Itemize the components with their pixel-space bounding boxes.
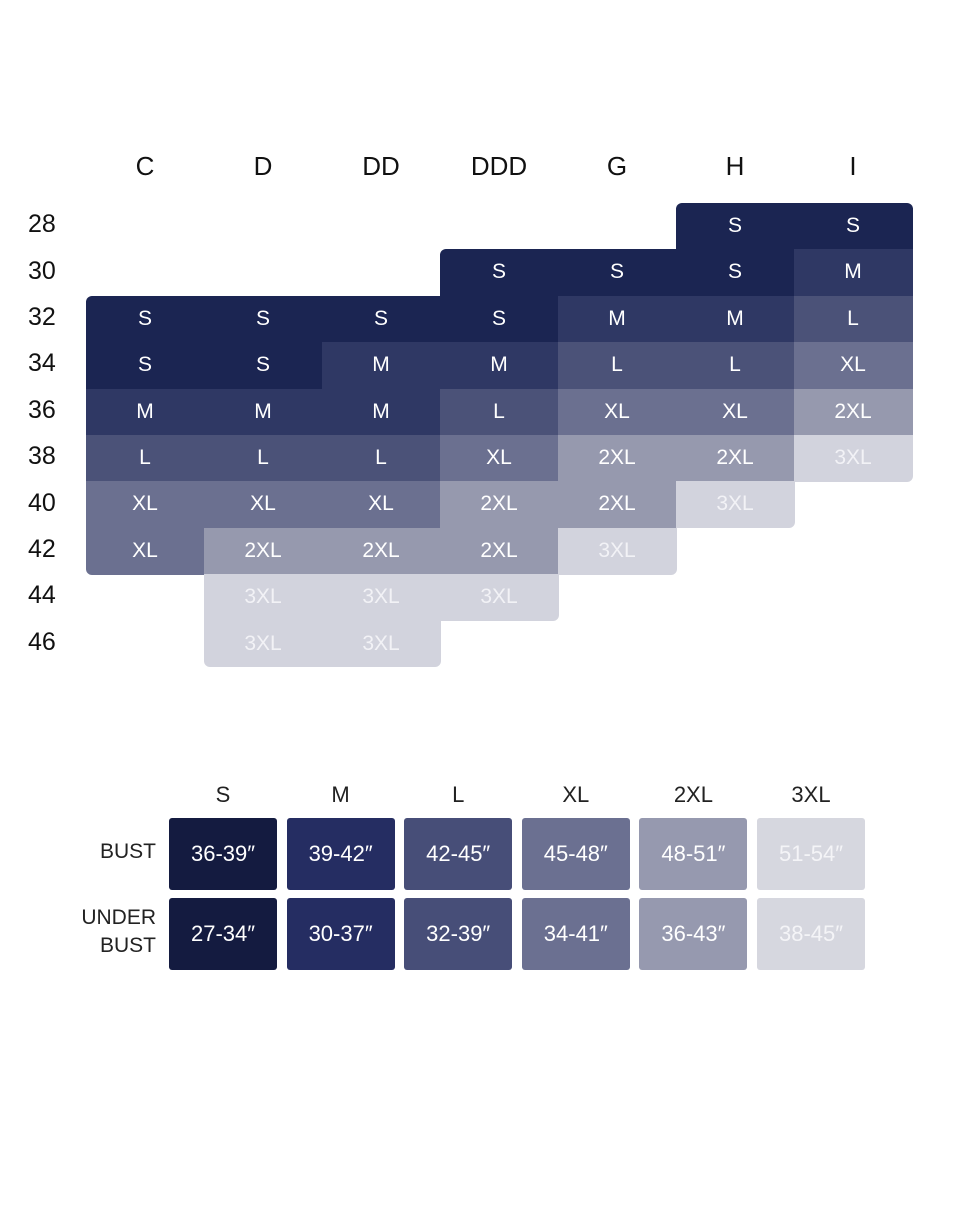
size-cell-label: L bbox=[611, 353, 623, 377]
size-cell-label: S bbox=[609, 260, 624, 284]
column-header: C bbox=[135, 151, 155, 181]
size-cell-label: 3XL bbox=[716, 492, 754, 516]
row-header: 40 bbox=[28, 488, 56, 517]
size-cell-label: M bbox=[254, 399, 272, 423]
measurement-row-header: UNDER BUST bbox=[81, 906, 156, 957]
row-header: 28 bbox=[28, 210, 56, 239]
measurement-value: 36-39″ bbox=[190, 841, 256, 866]
column-header: I bbox=[849, 151, 857, 181]
row-header: 46 bbox=[28, 627, 56, 656]
size-cell-label: L bbox=[375, 446, 387, 469]
size-cell-label: XL bbox=[486, 446, 512, 469]
size-cell-label: M bbox=[372, 399, 390, 423]
size-cell-label: L bbox=[729, 353, 741, 377]
size-cell-label: XL bbox=[840, 353, 866, 377]
size-cell-label: M bbox=[136, 399, 154, 423]
size-cell-label: L bbox=[257, 446, 269, 469]
measurement-value: 48-51″ bbox=[661, 841, 726, 866]
size-cell-label: S bbox=[491, 260, 506, 284]
size-cell-label: XL bbox=[132, 492, 158, 516]
size-cell-label: S bbox=[137, 353, 152, 377]
measurement-column-header: S bbox=[215, 782, 231, 807]
size-cell-label: 2XL bbox=[480, 492, 518, 516]
measurement-value: 38-45″ bbox=[778, 921, 844, 946]
size-cell-label: 2XL bbox=[598, 446, 636, 469]
measurement-value: 36-43″ bbox=[661, 921, 726, 946]
size-cell-label: M bbox=[490, 353, 508, 377]
size-cell-label: 3XL bbox=[362, 585, 400, 609]
column-header: H bbox=[725, 151, 745, 181]
column-header: D bbox=[253, 151, 273, 181]
size-cell-label: L bbox=[847, 306, 859, 330]
size-cell-label: 3XL bbox=[362, 631, 400, 655]
size-cell-label: 2XL bbox=[244, 538, 282, 562]
measurement-value: 51-54″ bbox=[778, 841, 844, 866]
size-cell-label: S bbox=[137, 306, 152, 330]
size-cell-label: 2XL bbox=[480, 538, 518, 562]
size-cell-label: 2XL bbox=[598, 492, 636, 516]
size-cell-label: XL bbox=[368, 492, 394, 516]
size-cell-label: L bbox=[493, 399, 505, 423]
measurement-value: 42-45″ bbox=[426, 841, 491, 866]
column-header: DDD bbox=[470, 151, 528, 181]
size-cell-label: XL bbox=[604, 399, 630, 423]
size-cell-label: 3XL bbox=[834, 446, 872, 469]
measurement-column-header: 3XL bbox=[791, 782, 831, 807]
column-header: DD bbox=[362, 151, 400, 181]
measurement-value: 45-48″ bbox=[543, 841, 608, 866]
size-cell-label: 2XL bbox=[834, 399, 872, 423]
size-cell-label: 2XL bbox=[716, 446, 754, 469]
size-cell-label: XL bbox=[132, 538, 158, 562]
row-header: 32 bbox=[28, 303, 56, 331]
size-cell-label: S bbox=[255, 306, 270, 330]
size-cell-label: S bbox=[845, 214, 860, 237]
size-cell-label: M bbox=[372, 353, 390, 377]
size-cell-label: M bbox=[844, 260, 862, 284]
size-cell-label: S bbox=[491, 306, 506, 330]
size-cell-label: 3XL bbox=[598, 538, 636, 562]
size-cell-label: S bbox=[727, 214, 742, 237]
measurement-value: 30-37″ bbox=[308, 921, 373, 946]
size-cell-label: 2XL bbox=[362, 538, 400, 562]
measurement-value: 27-34″ bbox=[190, 921, 256, 946]
row-header: 44 bbox=[28, 581, 56, 610]
row-header: 36 bbox=[28, 395, 56, 424]
measurement-row-header: BUST bbox=[99, 840, 156, 863]
size-cell-label: 3XL bbox=[244, 585, 282, 609]
size-cell-label: 3XL bbox=[244, 631, 282, 655]
size-cell-label: 3XL bbox=[480, 585, 518, 609]
measurement-column-header: L bbox=[452, 782, 465, 807]
row-header: 30 bbox=[28, 256, 56, 285]
size-cell-label: M bbox=[726, 306, 744, 330]
size-cell-label: S bbox=[727, 260, 742, 284]
measurement-column-header: M bbox=[331, 782, 350, 807]
size-cell-label: XL bbox=[722, 399, 748, 423]
size-cell-label: M bbox=[608, 306, 626, 330]
row-header: 42 bbox=[28, 535, 56, 563]
size-cell-label: L bbox=[139, 446, 151, 469]
size-cell-label: S bbox=[373, 306, 388, 330]
measurement-value: 32-39″ bbox=[426, 921, 491, 946]
measurement-column-header: 2XL bbox=[673, 782, 713, 807]
row-header: 34 bbox=[28, 349, 56, 378]
column-header: G bbox=[606, 151, 628, 181]
size-cell-label: S bbox=[255, 353, 270, 377]
size-cell-label: XL bbox=[250, 492, 276, 516]
row-header: 38 bbox=[28, 442, 56, 471]
measurement-value: 34-41″ bbox=[543, 921, 608, 946]
measurement-column-header: XL bbox=[562, 782, 590, 807]
measurement-value: 39-42″ bbox=[308, 841, 373, 866]
